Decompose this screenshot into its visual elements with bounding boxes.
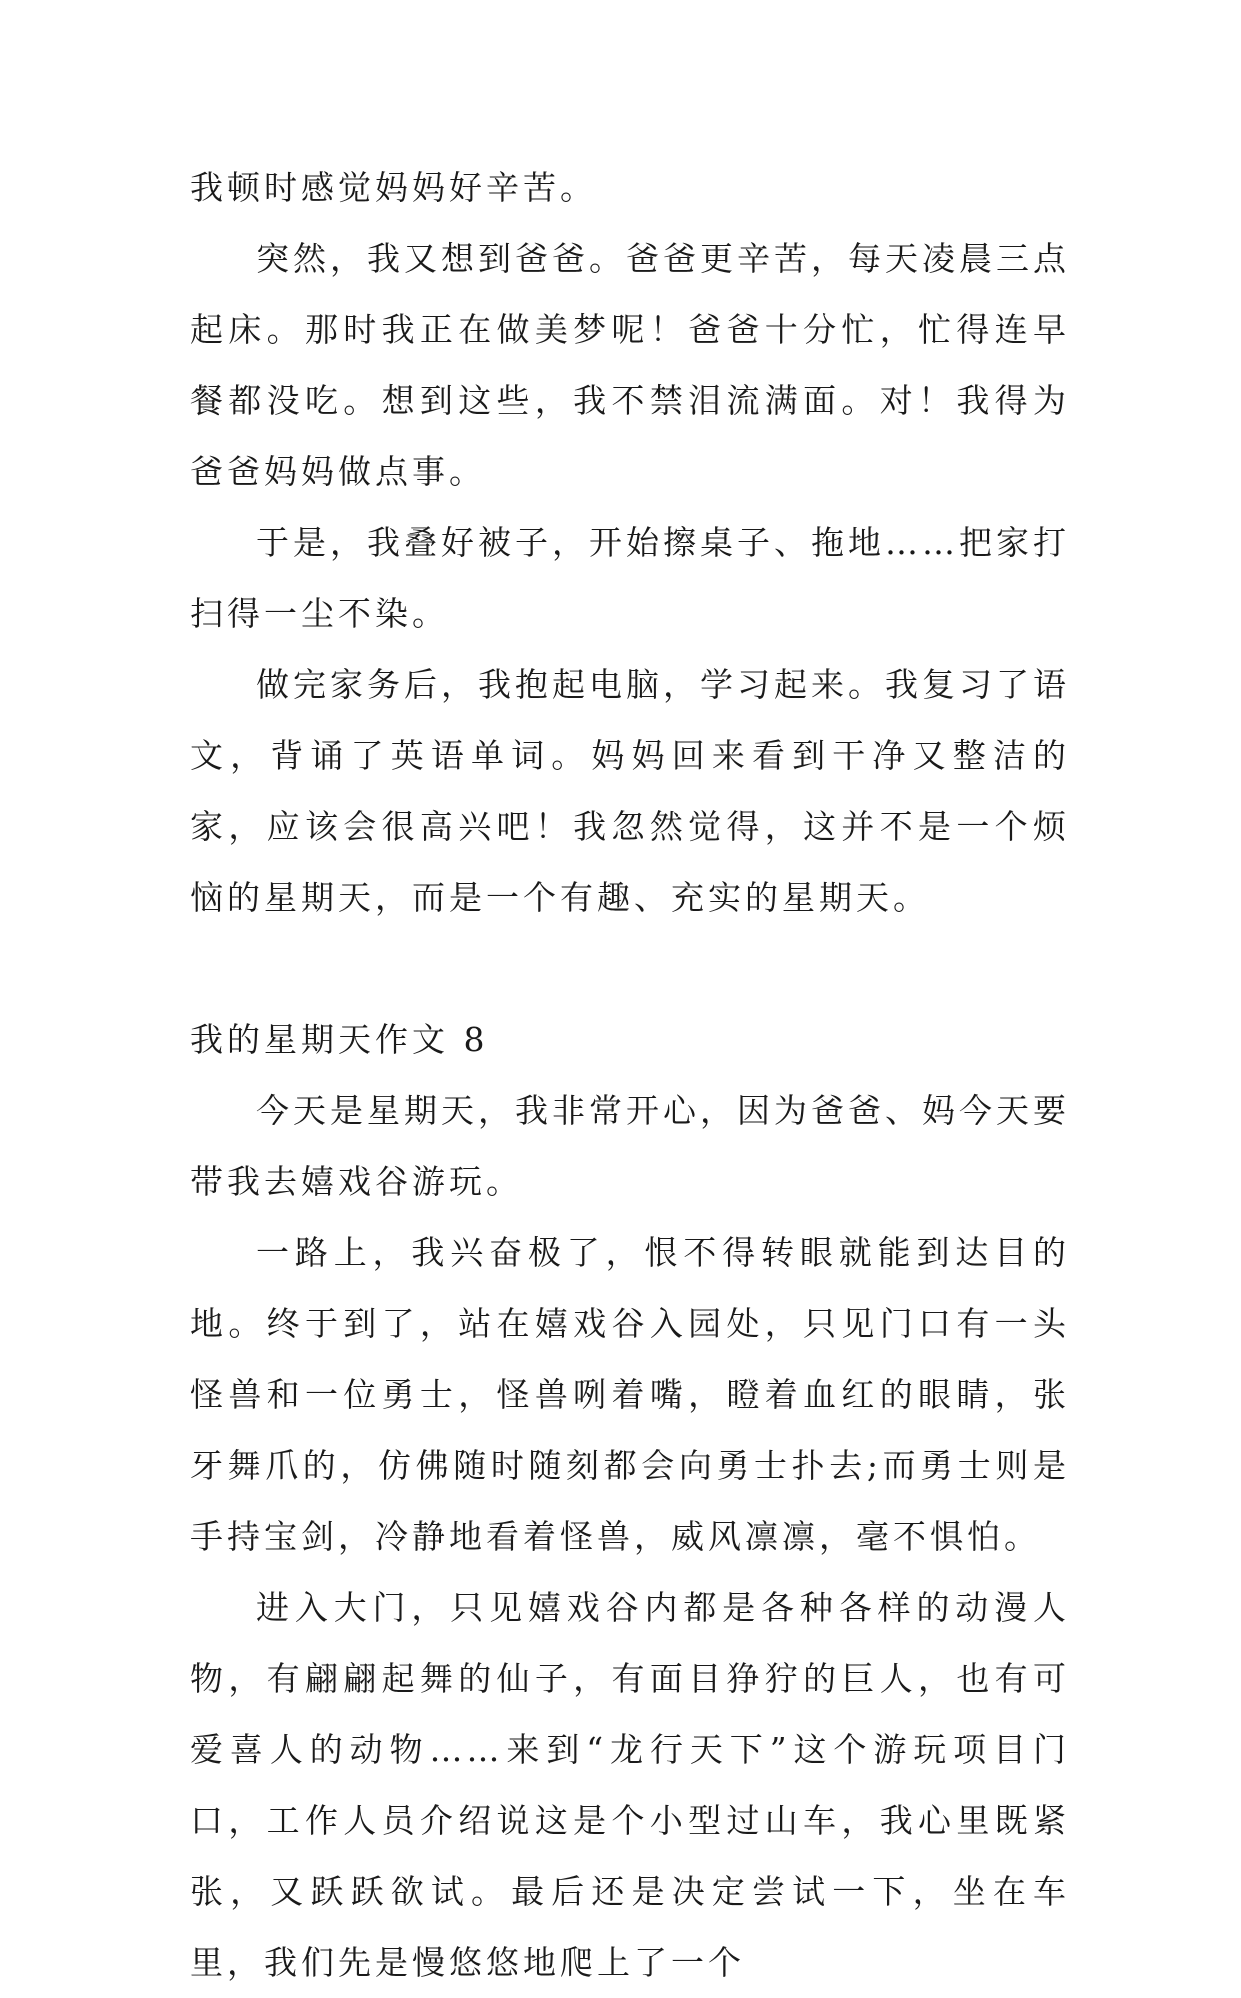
paragraph-continuation: 我顿时感觉妈妈好辛苦。 — [190, 168, 597, 207]
document-body — [190, 152, 1070, 1998]
paragraph: 一路上，我兴奋极了，恨不得转眼就能到达目的地。终于到了，站在嬉戏谷入园处，只见门口有一头怪兽和一位勇士，怪兽咧着嘴，瞪着血红的眼睛，张牙舞爪的，仿佛随时随刻都会向勇士扑去;而勇士则是手持宝剑，冷静地看着怪兽，威风凛凛，毫不惧怕。 — [190, 1233, 1070, 1556]
section-spacer — [190, 933, 1070, 1004]
paragraph: 于是，我叠好被子，开始擦桌子、拖地……把家打扫得一尘不染。 — [190, 523, 1070, 633]
paragraph: 突然，我又想到爸爸。爸爸更辛苦，每天凌晨三点起床。那时我正在做美梦呢！爸爸十分忙，忙得连早餐都没吃。想到这些，我不禁泪流满面。对！我得为爸爸妈妈做点事。 — [190, 239, 1070, 491]
section-title: 我的星期天作文 8 — [190, 1020, 489, 1059]
paragraph: 做完家务后，我抱起电脑，学习起来。我复习了语文，背诵了英语单词。妈妈回来看到干净又整洁的家，应该会很高兴吧！我忽然觉得，这并不是一个烦恼的星期天，而是一个有趣、充实的星期天。 — [190, 665, 1070, 917]
paragraph: 进入大门，只见嬉戏谷内都是各种各样的动漫人物，有翩翩起舞的仙子，有面目狰狞的巨人，也有可爱喜人的动物……来到“龙行天下”这个游玩项目门口，工作人员介绍说这是个小型过山车，我心里既紧张，又跃跃欲试。最后还是决定尝试一下，坐在车里，我们先是慢悠悠地爬上了一个 — [190, 1588, 1070, 1982]
paragraph: 今天是星期天，我非常开心，因为爸爸、妈今天要带我去嬉戏谷游玩。 — [190, 1091, 1070, 1201]
